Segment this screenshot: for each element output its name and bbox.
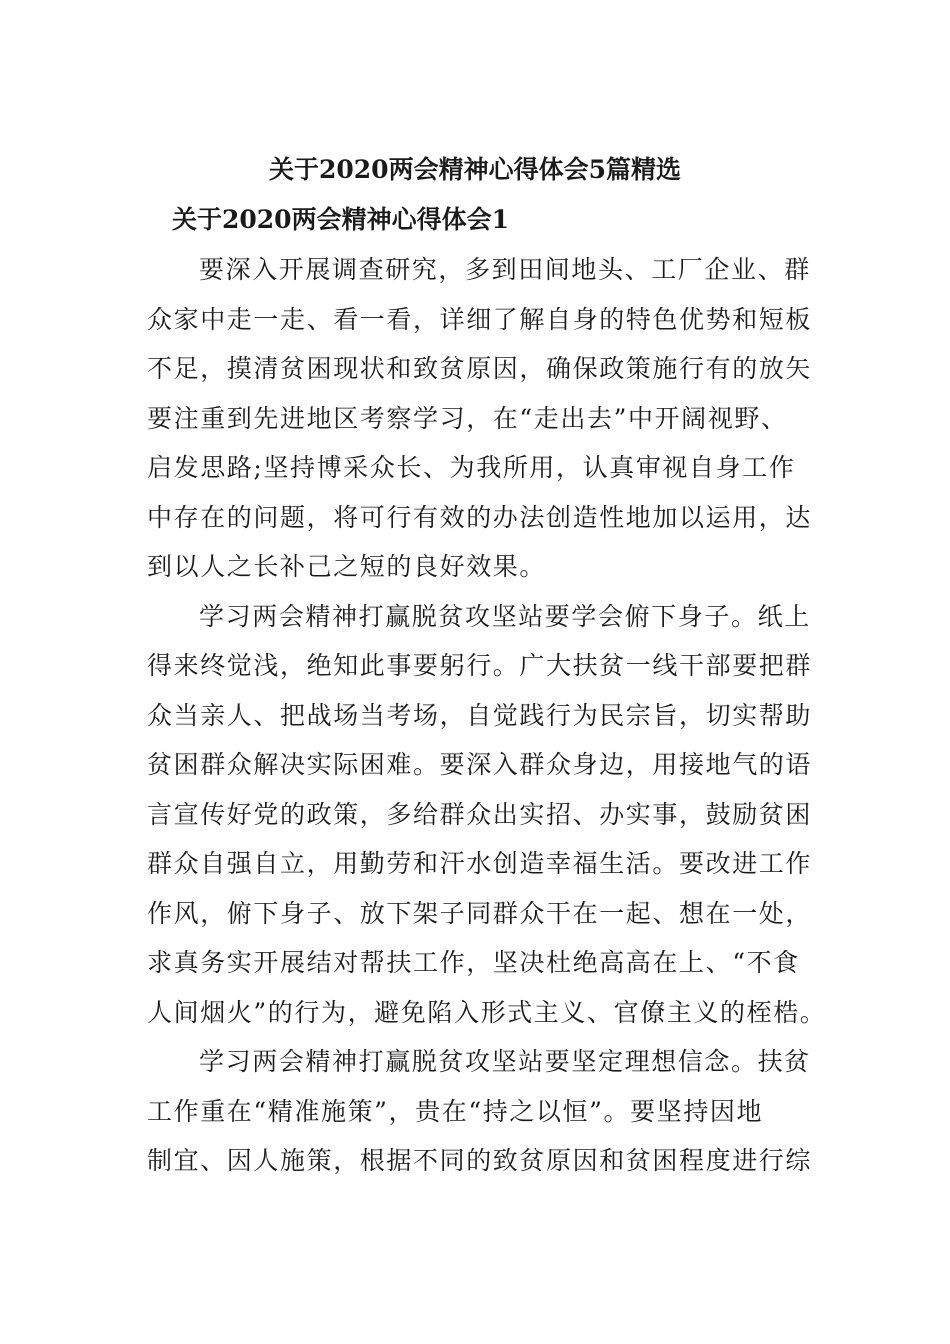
- text-line: 要深入开展调查研究，多到田间地头、工厂企业、群: [199, 255, 811, 284]
- text-line: 众当亲人、把战场当考场，自觉践行为民宗旨，切实帮助: [147, 700, 813, 730]
- text-line: 贫困群众解决实际困难。要深入群众身边，用接地气的语: [147, 750, 813, 779]
- document-title: 关于2020两会精神心得体会5篇精选: [269, 155, 681, 184]
- paragraph-2: [147, 592, 827, 1038]
- paragraph-3: [147, 1037, 813, 1186]
- text-line: 人间烟火”的行为，避免陷入形式主义、官僚主义的桎梏。: [147, 997, 827, 1027]
- text-line: 制宜、因人施策，根据不同的致贫原因和贫困程度进行综: [147, 1146, 813, 1175]
- section-heading: 关于2020两会精神心得体会1: [172, 205, 509, 234]
- text-line: 学习两会精神打赢脱贫攻坚站要学会俯下身子。纸上: [199, 601, 811, 631]
- text-line: 求真务实开展结对帮扶工作，坚决杜绝高高在上、“不食: [147, 948, 800, 977]
- document-body: [147, 245, 827, 1186]
- text-line: 得来终觉浅，绝知此事要躬行。广大扶贫一线干部要把群: [147, 651, 813, 680]
- text-line: 中存在的问题，将可行有效的办法创造性地加以运用，达: [147, 502, 813, 532]
- text-line: 言宣传好党的政策，多给群众出实招、办实事，鼓励贫困: [147, 799, 813, 829]
- text-line: 群众自强自立，用勤劳和汗水创造幸福生活。要改进工作: [147, 849, 813, 878]
- text-line: 不足，摸清贫困现状和致贫原因，确保政策施行有的放矢: [147, 354, 813, 383]
- text-line: 到以人之长补己之短的良好效果。: [147, 552, 547, 581]
- text-line: 学习两会精神打赢脱贫攻坚站要坚定理想信念。扶贫: [199, 1047, 811, 1076]
- text-line: 作风，俯下身子、放下架子同群众干在一起、想在一处，: [147, 898, 813, 928]
- paragraph-1: [147, 245, 813, 592]
- text-line: 要注重到先进地区考察学习，在“走出去”中开阔视野、: [147, 403, 788, 433]
- text-line: 工作重在“精准施策”，贵在“持之以恒”。要坚持因地: [147, 1096, 764, 1126]
- text-line: 启发思路;坚持博采众长、为我所用，认真审视自身工作: [147, 453, 796, 482]
- text-line: 众家中走一走、看一看，详细了解自身的特色优势和短板: [147, 304, 813, 334]
